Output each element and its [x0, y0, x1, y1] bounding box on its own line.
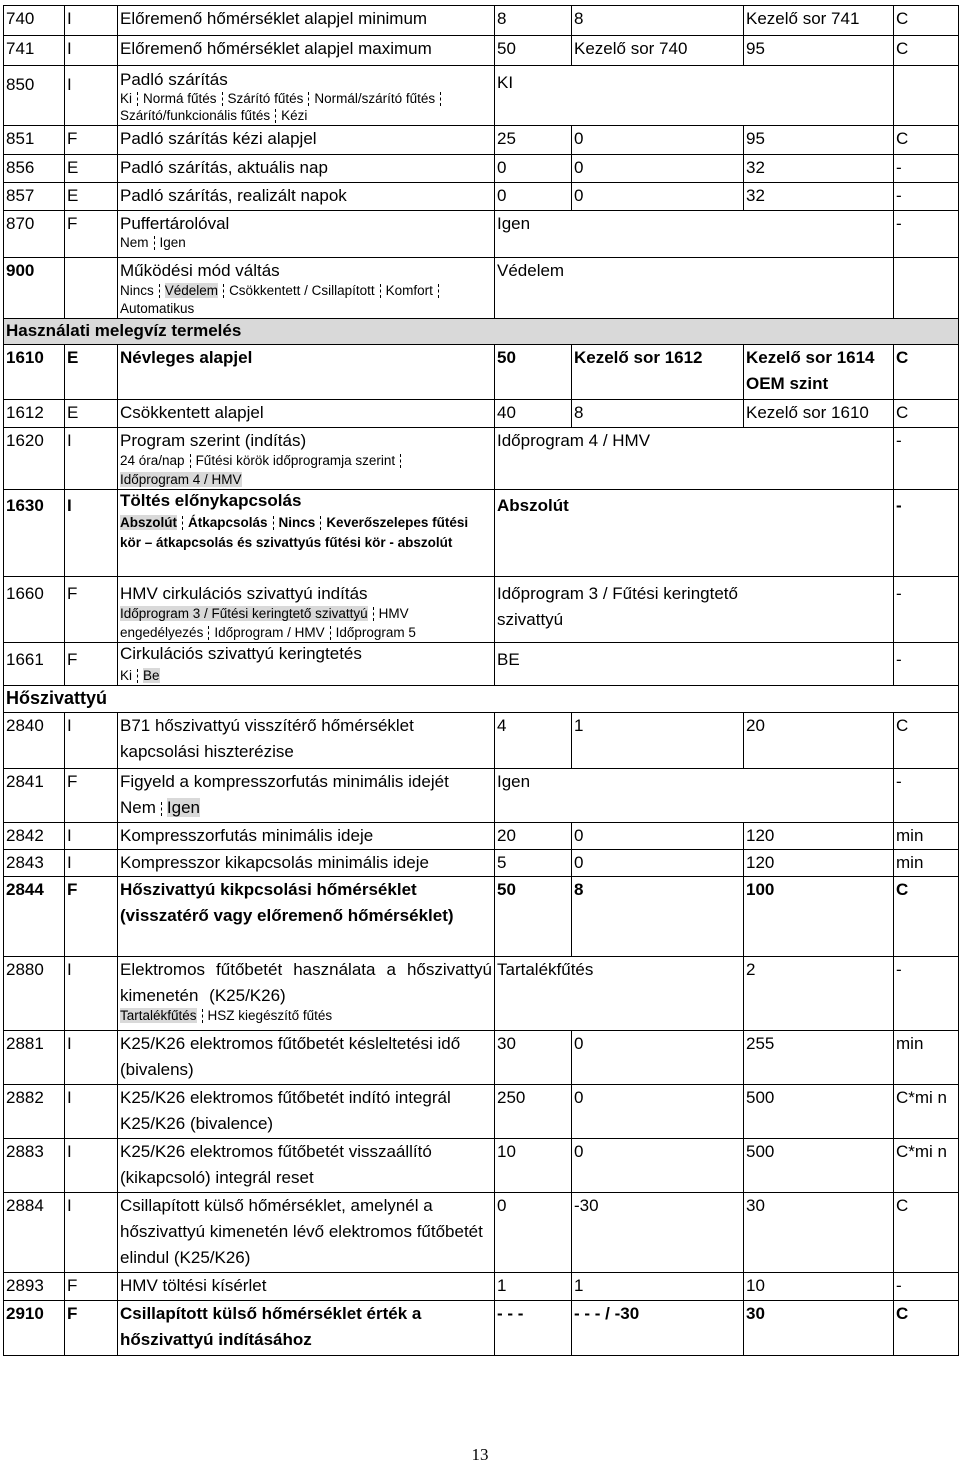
row-number: 900: [4, 258, 65, 319]
row-type: I: [65, 428, 118, 490]
row-name: K25/K26 elektromos fűtőbetét késleltetési idő (bivalens): [118, 1031, 495, 1085]
row-min: 0: [572, 183, 744, 211]
row-default: Igen: [495, 211, 894, 258]
option: Nincs: [278, 515, 316, 530]
option: Kézi: [281, 108, 308, 123]
table-row: [4, 1085, 959, 1139]
row-max: 2: [744, 957, 894, 1031]
row-type: F: [65, 769, 118, 823]
row-unit: C: [894, 36, 959, 66]
row-default: KI: [495, 66, 894, 126]
row-number: 2881: [4, 1031, 65, 1085]
row-default: Védelem: [495, 258, 894, 319]
row-min: 0: [572, 1085, 744, 1139]
table-row: [4, 36, 959, 66]
row-type: E: [65, 183, 118, 211]
option-list: [120, 795, 492, 821]
row-max: 120: [744, 850, 894, 877]
row-number: 2880: [4, 957, 65, 1031]
row-number: 1630: [4, 490, 65, 577]
row-name: K25/K26 elektromos fűtőbetét indító integrál K25/K26 (bivalence): [118, 1085, 495, 1139]
row-number: 2842: [4, 823, 65, 850]
row-number: 2893: [4, 1273, 65, 1301]
row-default: 0: [495, 1193, 572, 1273]
row-unit: C*mi n: [894, 1139, 959, 1193]
option: Nincs: [120, 283, 154, 298]
row-max: 500: [744, 1139, 894, 1193]
row-type: I: [65, 1031, 118, 1085]
row-max: 30: [744, 1301, 894, 1356]
row-name: Program szerint (indítás): [120, 431, 307, 450]
row-number: 1612: [4, 400, 65, 428]
table-row: [4, 1031, 959, 1085]
option: Átkapcsolás: [188, 515, 268, 530]
row-default: Abszolút: [495, 490, 894, 577]
option: HMV engedélyezés: [120, 606, 409, 640]
row-name: Töltés előnykapcsolás: [120, 491, 302, 510]
row-unit: -: [894, 183, 959, 211]
row-type: I: [65, 1139, 118, 1193]
option-list: [120, 513, 492, 553]
row-max: Kezelő sor 741: [744, 6, 894, 36]
row-number: 2841: [4, 769, 65, 823]
row-unit: -: [894, 577, 959, 643]
row-name: Kompresszorfutás minimális ideje: [118, 823, 495, 850]
row-max: 255: [744, 1031, 894, 1085]
option: 24 óra/nap: [120, 453, 185, 468]
row-max: 30: [744, 1193, 894, 1273]
table-row: [4, 6, 959, 36]
row-number: 2843: [4, 850, 65, 877]
row-name: Csillapított külső hőmérséklet érték a hőszivattyú indításához: [118, 1301, 495, 1356]
row-type: I: [65, 957, 118, 1031]
row-unit: -: [894, 1273, 959, 1301]
row-default: Igen: [495, 769, 894, 823]
option: HSZ kiegészítő fűtés: [207, 1008, 333, 1023]
option: Szárító/funkcionális fűtés: [120, 108, 271, 123]
row-min: 0: [572, 823, 744, 850]
row-default: 0: [495, 183, 572, 211]
table-row: [4, 1193, 959, 1273]
row-default: - - -: [495, 1301, 572, 1356]
section-title: Hőszivattyú: [4, 686, 959, 713]
row-number: 1620: [4, 428, 65, 490]
option-selected: Igen: [166, 798, 200, 817]
option-selected: Be: [143, 668, 160, 683]
table-row: [4, 957, 959, 1031]
parameter-table: [3, 5, 959, 1356]
option: Igen: [159, 235, 186, 250]
table-row: [4, 211, 959, 258]
row-type: F: [65, 577, 118, 643]
row-max: 10: [744, 1273, 894, 1301]
row-default: 5: [495, 850, 572, 877]
row-name: Hőszivattyú kikpcsolási hőmérséklet (visszatérő vagy előremenő hőmérséklet): [118, 877, 495, 957]
table-row: [4, 345, 959, 400]
table-row: [4, 490, 959, 577]
row-name: Előremenő hőmérséklet alapjel maximum: [118, 36, 495, 66]
row-default: 10: [495, 1139, 572, 1193]
table-row: [4, 428, 959, 490]
row-default: 250: [495, 1085, 572, 1139]
row-name: Kompresszor kikapcsolás minimális ideje: [118, 850, 495, 877]
row-number: 850: [4, 66, 65, 126]
option: Nem: [120, 235, 149, 250]
row-type: F: [65, 1273, 118, 1301]
option: Normá fűtés: [143, 91, 217, 106]
option: Ki: [120, 91, 133, 106]
row-max: 95: [744, 126, 894, 155]
row-default: 25: [495, 126, 572, 155]
row-name: Csillapított külső hőmérséklet, amelynél a hőszivattyú kimenetén lévő elektromos fűtőbetét elindul (K25/K26): [118, 1193, 495, 1273]
row-default: BE: [495, 643, 894, 686]
row-name: HMV töltési kísérlet: [118, 1273, 495, 1301]
row-default: 0: [495, 155, 572, 183]
table-row: [4, 126, 959, 155]
row-type: I: [65, 713, 118, 769]
row-min: 0: [572, 126, 744, 155]
option: Automatikus: [120, 301, 195, 316]
table-row: [4, 1139, 959, 1193]
row-number: 2910: [4, 1301, 65, 1356]
section-header-row: [4, 319, 959, 345]
row-number: 1661: [4, 643, 65, 686]
row-default: Tartalékfűtés: [495, 957, 744, 1031]
table-row: [4, 66, 959, 126]
row-name: B71 hőszivattyú visszítérő hőmérséklet kapcsolási hiszterézise: [118, 713, 495, 769]
row-name: Működési mód váltás: [120, 261, 280, 280]
row-number: 2844: [4, 877, 65, 957]
row-number: 741: [4, 36, 65, 66]
option-list: [120, 90, 492, 124]
row-default: 8: [495, 6, 572, 36]
row-type: E: [65, 345, 118, 400]
row-default: Időprogram 3 / Fűtési keringtető szivattyú: [495, 577, 894, 643]
row-unit: C: [894, 713, 959, 769]
section-header-row: [4, 686, 959, 713]
row-default: 20: [495, 823, 572, 850]
row-name: K25/K26 elektromos fűtőbetét visszaállító (kikapcsoló) integrál reset: [118, 1139, 495, 1193]
option: Csökkentett / Csillapított: [229, 283, 375, 298]
row-name: Figyeld a kompresszorfutás minimális idejét: [120, 772, 449, 791]
row-default: 4: [495, 713, 572, 769]
row-default: 50: [495, 877, 572, 957]
option: Keverőszelepes fűtési kör – átkapcsolás és szivattyús fűtési kör - abszolút: [120, 515, 469, 550]
row-unit: min: [894, 823, 959, 850]
row-min: 8: [572, 6, 744, 36]
row-max: 20: [744, 713, 894, 769]
page-number: 13: [471, 1445, 489, 1464]
option: Komfort: [385, 283, 433, 298]
row-number: 2884: [4, 1193, 65, 1273]
row-type: F: [65, 211, 118, 258]
option: Normál/szárító fűtés: [314, 91, 436, 106]
table-row: [4, 713, 959, 769]
row-unit: min: [894, 1031, 959, 1085]
row-min: 1: [572, 713, 744, 769]
row-type: F: [65, 1301, 118, 1356]
row-unit: C*mi n: [894, 1085, 959, 1139]
row-type: F: [65, 126, 118, 155]
row-unit: C: [894, 126, 959, 155]
row-name: Elektromos fűtőbetét használata a hőszivattyú kimenetén (K25/K26): [120, 960, 492, 1005]
row-unit: -: [894, 490, 959, 577]
row-name: HMV cirkulációs szivattyú indítás: [120, 584, 368, 603]
row-unit: C: [894, 345, 959, 400]
row-default: Időprogram 4 / HMV: [495, 428, 894, 490]
row-type: E: [65, 400, 118, 428]
row-unit: C: [894, 6, 959, 36]
row-unit: C: [894, 1193, 959, 1273]
row-name: Névleges alapjel: [118, 345, 495, 400]
row-unit: C: [894, 877, 959, 957]
row-unit: -: [894, 957, 959, 1031]
table-row: [4, 1301, 959, 1356]
row-unit: min: [894, 850, 959, 877]
row-name: Padló szárítás: [120, 70, 228, 89]
row-type: I: [65, 490, 118, 577]
option-list: [120, 1006, 492, 1025]
option: Időprogram / HMV: [214, 625, 325, 640]
row-min: 1: [572, 1273, 744, 1301]
table-row: [4, 258, 959, 319]
row-default: 40: [495, 400, 572, 428]
table-row: [4, 850, 959, 877]
row-number: 740: [4, 6, 65, 36]
row-min: 8: [572, 400, 744, 428]
row-number: 857: [4, 183, 65, 211]
row-name: Csökkentett alapjel: [118, 400, 495, 428]
row-type: I: [65, 66, 118, 126]
option: Ki: [120, 668, 133, 683]
row-default: 50: [495, 345, 572, 400]
option: Nem: [120, 798, 156, 817]
row-default: 50: [495, 36, 572, 66]
row-number: 856: [4, 155, 65, 183]
row-type: I: [65, 1193, 118, 1273]
row-min: 8: [572, 877, 744, 957]
row-unit: -: [894, 211, 959, 258]
row-min: -30: [572, 1193, 744, 1273]
row-unit: [894, 66, 959, 126]
option: Időprogram 5: [335, 625, 416, 640]
table-row: [4, 155, 959, 183]
option-list: [120, 666, 492, 685]
row-min: 0: [572, 155, 744, 183]
row-number: 851: [4, 126, 65, 155]
table-row: [4, 400, 959, 428]
option-selected: Időprogram 3 / Fűtési keringtető szivattyú: [120, 606, 368, 621]
option-selected: Időprogram 4 / HMV: [120, 472, 242, 487]
row-number: 2840: [4, 713, 65, 769]
row-unit: C: [894, 1301, 959, 1356]
row-unit: [894, 258, 959, 319]
row-max: 120: [744, 823, 894, 850]
row-type: F: [65, 877, 118, 957]
option-selected: Védelem: [164, 283, 219, 298]
row-type: F: [65, 643, 118, 686]
row-unit: -: [894, 643, 959, 686]
row-max: 95: [744, 36, 894, 66]
row-min: 0: [572, 850, 744, 877]
row-name: Padló szárítás, aktuális nap: [118, 155, 495, 183]
table-row: [4, 577, 959, 643]
row-max: 100: [744, 877, 894, 957]
row-min: 0: [572, 1031, 744, 1085]
row-number: 2882: [4, 1085, 65, 1139]
row-type: I: [65, 36, 118, 66]
section-title: Használati melegvíz termelés: [4, 319, 959, 345]
row-number: 2883: [4, 1139, 65, 1193]
option: Fűtési körök időprogramja szerint: [195, 453, 396, 468]
row-unit: C: [894, 400, 959, 428]
table-row: [4, 1273, 959, 1301]
row-unit: -: [894, 769, 959, 823]
row-max: 500: [744, 1085, 894, 1139]
row-max: 32: [744, 183, 894, 211]
row-min: 0: [572, 1139, 744, 1193]
row-name: Padló szárítás, realizált napok: [118, 183, 495, 211]
row-name: Előremenő hőmérséklet alapjel minimum: [118, 6, 495, 36]
row-name: Padló szárítás kézi alapjel: [118, 126, 495, 155]
row-min: Kezelő sor 1612: [572, 345, 744, 400]
row-unit: -: [894, 428, 959, 490]
option-list: [120, 282, 492, 318]
row-default: 1: [495, 1273, 572, 1301]
row-unit: -: [894, 155, 959, 183]
table-row: [4, 769, 959, 823]
row-min: - - - / -30: [572, 1301, 744, 1356]
row-default: 30: [495, 1031, 572, 1085]
row-name: Cirkulációs szivattyú keringtetés: [120, 644, 362, 663]
row-max: Kezelő sor 1610: [744, 400, 894, 428]
row-max: Kezelő sor 1614 OEM szint: [744, 345, 894, 400]
row-type: I: [65, 823, 118, 850]
option-list: [120, 451, 492, 489]
row-number: 870: [4, 211, 65, 258]
option: Szárító fűtés: [227, 91, 304, 106]
row-type: E: [65, 155, 118, 183]
option-list: [120, 604, 492, 642]
row-min: Kezelő sor 740: [572, 36, 744, 66]
table-row: [4, 643, 959, 686]
option-list: [120, 233, 492, 252]
row-name: Puffertárolóval: [120, 214, 230, 233]
row-type: [65, 258, 118, 319]
row-number: 1610: [4, 345, 65, 400]
table-row: [4, 183, 959, 211]
row-number: 1660: [4, 577, 65, 643]
row-max: 32: [744, 155, 894, 183]
option-selected: Tartalékfűtés: [120, 1008, 197, 1023]
row-type: I: [65, 1085, 118, 1139]
table-row: [4, 823, 959, 850]
option-selected: Abszolút: [120, 515, 177, 530]
row-type: I: [65, 850, 118, 877]
row-type: I: [65, 6, 118, 36]
table-row: [4, 877, 959, 957]
